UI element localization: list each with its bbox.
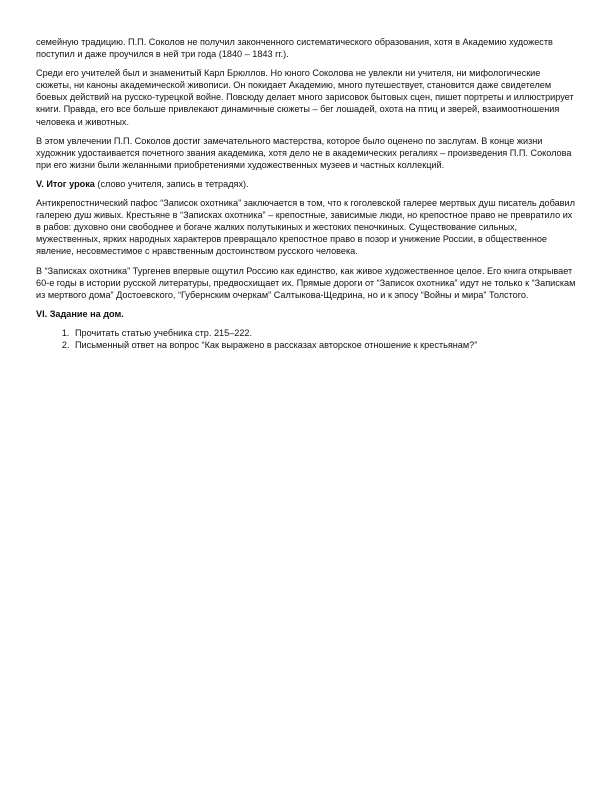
homework-item: 2. Письменный ответ на вопрос “Как выражено в рассказах авторское отношение к крестьянам?” — [72, 339, 576, 351]
section-5-heading-line — [36, 178, 576, 190]
section-5-note: (слово учителя, запись в тетрадях). — [94, 178, 249, 189]
section-5-heading: V. Итог урока — [36, 178, 95, 189]
paragraph-sokolov-mastery: В этом увлечении П.П. Соколов достиг замечательного мастерства, которое было оценено по заслугам. В конце жизни художник удостаивается почетного звания академика, хотя дело не в академических регалиях – произведения П.П. Соколова при его жизни были желанными приобретениями художественных музеев и частных коллекций. — [36, 135, 572, 170]
section-6-heading: VI. Задание на дом. — [36, 308, 124, 319]
paragraph-russia-unity: В “Записках охотника” Тургенев впервые ощутил Россию как единство, как живое художественное целое. Его книга открывает 60-е годы в истории русской литературы, предвосхищает их. Прямые дороги от “Записок охотника” идут не только к “Запискам из мертвого дома” Достоевского, “Губернским очеркам” Салтыкова-Щедрина, но и к эпосу “Войны и мира” Толстого. — [36, 265, 576, 300]
document-page — [36, 36, 576, 351]
homework-item: 1. Прочитать статью учебника стр. 215–222. — [72, 327, 576, 339]
paragraph-antiserfdom: Антикрепостнический пафос “Записок охотника” заключается в том, что к гоголевской галерее мертвых душ писатель добавил галерею душ живых. Крестьяне в “Записках охотника” – крепостные, зависимые люди, но крепостное право не превратило их в рабов: духовно они свободнее и богаче жалких полутыкиных и жестоких пеночкиных. Существование сильных, мужественных, ярких народных характеров превращало крепостное право в позор и унижение России, в общественное явление, несовместимое с нравственным достоинством русского человека. — [36, 198, 575, 257]
paragraph-sokolov-teachers: Среди его учителей был и знаменитый Карл Брюллов. Но юного Соколова не увлекли ни учителя, ни мифологические сюжеты, ни каноны академической живописи. Он покидает Академию, много путешествует, становится даже свидетелем боевых действий на русско-турецкой войне. Повсюду делает много зарисовок бытовых сцен, пишет портреты и иллюстрирует книги. Правда, его все больше привлекают динамичные сюжеты – бег лошадей, охота на птиц и зверей, взаимоотношения человека и животных. — [36, 68, 574, 127]
paragraph-sokolov-education: семейную традицию. П.П. Соколов не получил законченного систематического образования, хотя в Академию художеств поступил и даже проучился в ней три года (1840 – 1843 гг.). — [36, 37, 553, 60]
homework-list — [36, 327, 576, 351]
